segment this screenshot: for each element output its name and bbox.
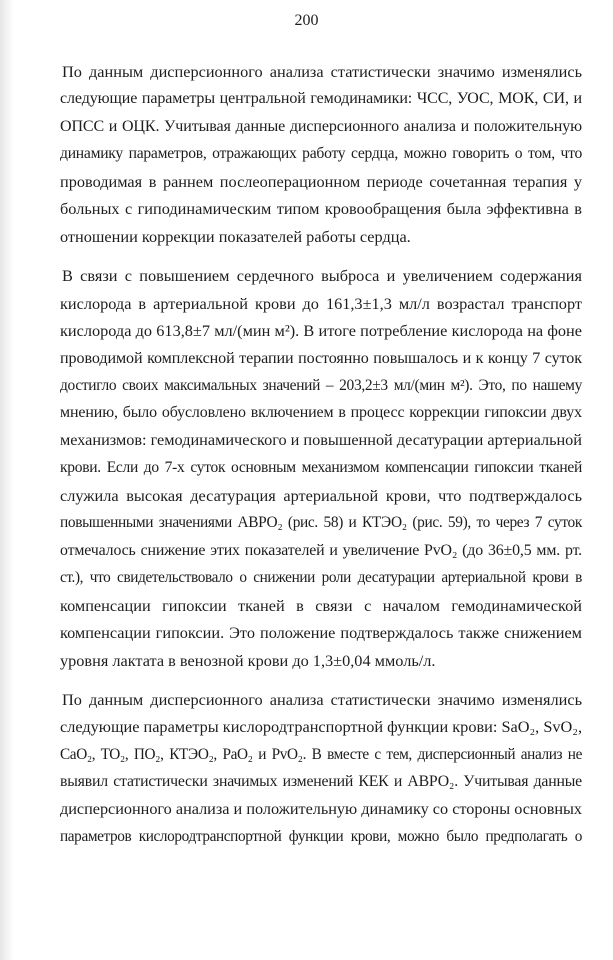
text-line: CaO₂, TO₂, ПO₂, КТЭО₂, PaO₂ и PvO₂. В вместе с тем, дисперсионный анализ не bbox=[60, 745, 582, 763]
text-line: По данным дисперсионного анализа статистически значимо изменялись bbox=[62, 62, 582, 81]
text-line: В связи с повышением сердечного выброса и увеличением содержания bbox=[62, 266, 582, 286]
text-line: механизмов: гемодинамического и повышенной десатурации артериальной bbox=[60, 430, 582, 449]
text-line: служила высокая десатурация артериальной крови, что подтверждалось bbox=[60, 485, 582, 505]
text-line: выявил статистически значимых изменений КЕК и АВРО₂. Учитывая данные bbox=[60, 773, 582, 791]
text-line: ОПСС и ОЦК. Учитывая данные дисперсионного анализа и положительную bbox=[60, 117, 582, 135]
text-line: достигло своих максимальных значений – 203,2±3 мл/(мин м²). Это, по нашему bbox=[60, 376, 582, 394]
paragraph-1 bbox=[60, 58, 582, 250]
text-line: кислорода до 613,8±7 мл/(мин м²). В итоге потребление кислорода на фоне bbox=[60, 321, 582, 341]
text-line: отмечалось снижение этих показателей и увеличение PvO₂ (до 36±0,5 мм. рт. bbox=[60, 541, 582, 559]
text-line: параметров кислородтранспортной функции крови, можно было предполагать о bbox=[60, 828, 582, 846]
text-line: повышенными значениями АВРО₂ (рис. 58) и КТЭО₂ (рис. 59), то через 7 суток bbox=[60, 514, 582, 532]
text-line: уровня лактата в венозной крови до 1,3±0,04 ммоль/л. bbox=[60, 650, 436, 670]
scan-edge-shadow bbox=[0, 0, 14, 960]
text-line: проводимой комплексной терапии постоянно повышалось и к концу 7 суток bbox=[60, 349, 582, 367]
text-line: По данным дисперсионного анализа статистически значимо изменялись bbox=[62, 689, 582, 709]
paragraph-3 bbox=[60, 686, 582, 851]
body-text bbox=[60, 58, 582, 863]
text-line: следующие параметры центральной гемодинамики: ЧСС, УОС, МОК, СИ, и bbox=[60, 90, 582, 108]
paragraph-2 bbox=[60, 262, 582, 674]
text-line: компенсации гипоксии тканей в связи с началом гемодинамической bbox=[60, 595, 582, 615]
text-line: динамику параметров, отражающих работу сердца, можно говорить о том, что bbox=[60, 145, 582, 163]
text-line: ст.), что свидетельствовало о снижении роли десатурации артериальной крови в bbox=[60, 569, 582, 587]
text-line: больных с гиподинамическим типом кровообращения была эффективна в bbox=[60, 199, 582, 219]
text-line: компенсации гипоксии. Это положение подтверждалось также снижением bbox=[60, 623, 582, 643]
text-line: крови. Если до 7-х суток основным механизмом компенсации гипоксии тканей bbox=[60, 459, 582, 477]
text-line: проводимая в раннем послеоперационном периоде сочетанная терапия у bbox=[60, 171, 582, 191]
page-number: 200 bbox=[294, 12, 319, 29]
text-line: отношении коррекции показателей работы сердца. bbox=[60, 226, 411, 246]
text-line: дисперсионного анализа и положительную динамику со стороны основных bbox=[60, 799, 582, 818]
text-line: кислорода в артериальной крови до 161,3±1,3 мл/л возрастал транспорт bbox=[60, 293, 582, 313]
text-line: мнению, было обусловлено включением в процесс коррекции гипоксии двух bbox=[60, 404, 582, 422]
text-line: следующие параметры кислородтранспортной функции крови: SaO₂, SvO₂, bbox=[60, 717, 583, 737]
